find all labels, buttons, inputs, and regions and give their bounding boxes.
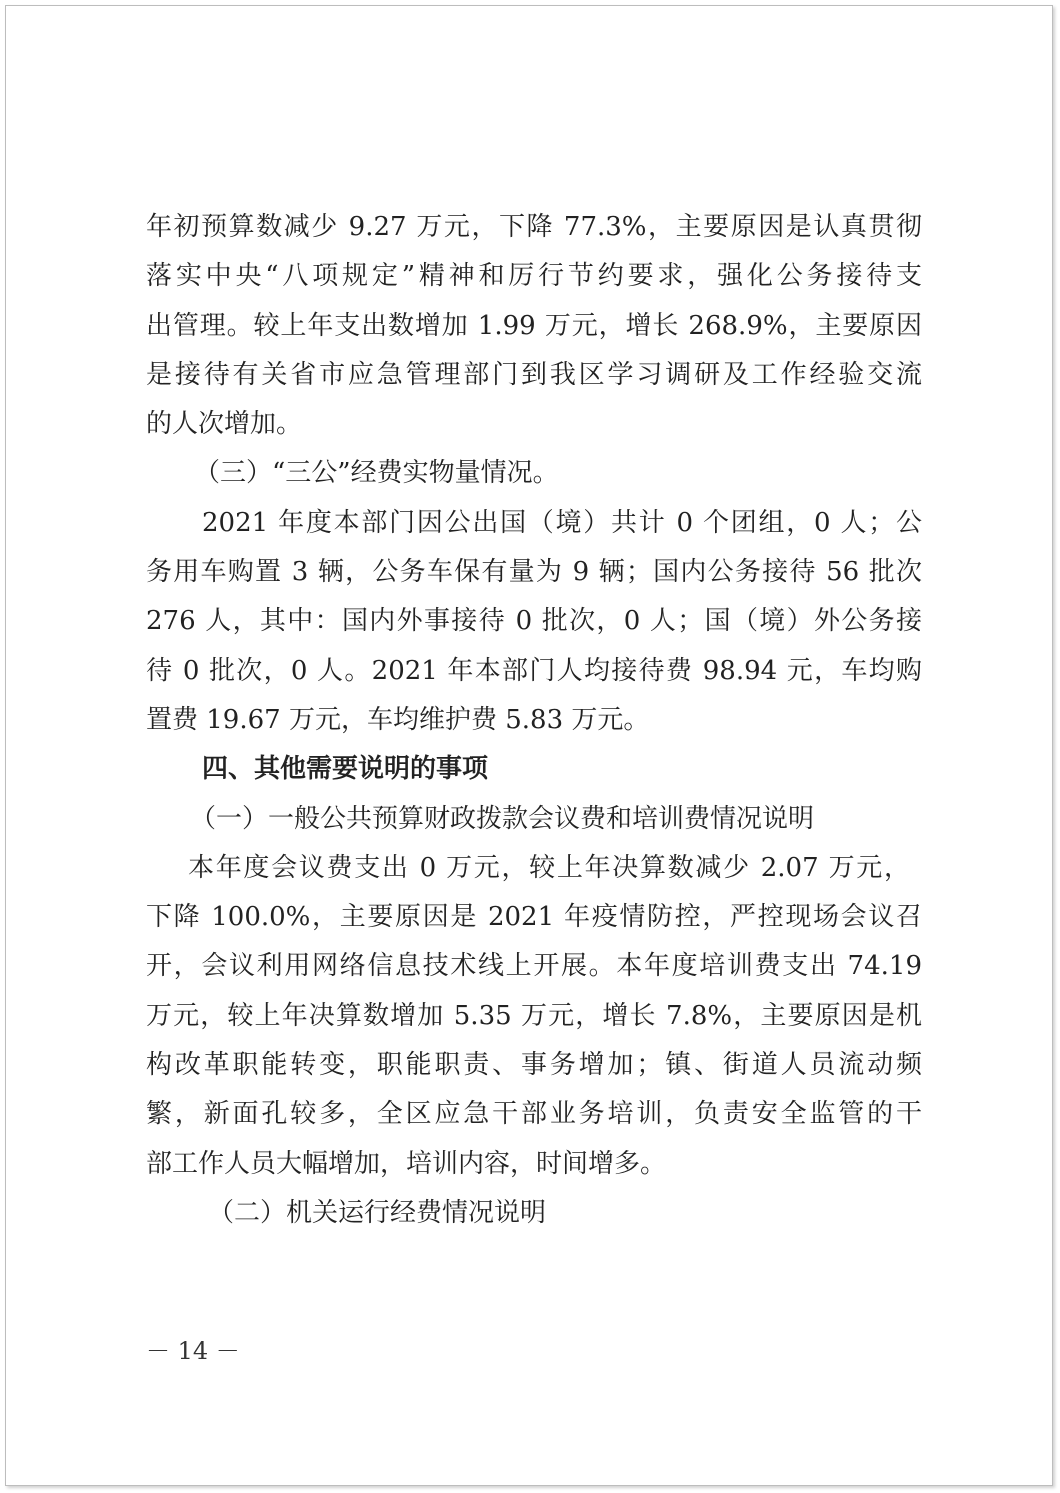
paragraph-line: 下降 100.0%，主要原因是 2021 年疫情防控，严控现场会议召 (146, 902, 922, 933)
paragraph-line: 待 0 批次，0 人。2021 年本部门人均接待费 98.94 元，车均购 (146, 655, 922, 686)
document-page (5, 5, 1053, 1486)
section-heading-4: 四、其他需要说明的事项 (202, 754, 489, 785)
page-body (146, 203, 922, 1238)
paragraph-line: 本年度会议费支出 0 万元，较上年决算数减少 2.07 万元， (188, 852, 910, 883)
page-number: － 14 － (146, 1337, 240, 1365)
paragraph-line: 开，会议利用网络信息技术线上开展。本年度培训费支出 74.19 (146, 951, 922, 982)
paragraph-line: 部工作人员大幅增加，培训内容，时间增多。 (146, 1148, 667, 1179)
paragraph-line: 是接待有关省市应急管理部门到我区学习调研及工作经验交流 (146, 359, 922, 390)
paragraph-line: 繁，新面孔较多，全区应急干部业务培训，负责安全监管的干 (146, 1099, 922, 1130)
paragraph-line: 276 人，其中：国内外事接待 0 批次，0 人；国（境）外公务接 (146, 606, 922, 637)
paragraph-line: 务用车购置 3 辆，公务车保有量为 9 辆；国内公务接待 56 批次 (146, 557, 922, 588)
paragraph-line: 构改革职能转变，职能职责、事务增加；镇、街道人员流动频 (146, 1050, 922, 1081)
subsection-heading-1: （一）一般公共预算财政拨款会议费和培训费情况说明 (190, 803, 815, 834)
subsection-heading-3: （三）“三公”经费实物量情况。 (194, 458, 559, 489)
paragraph-line: 万元，较上年决算数增加 5.35 万元，增长 7.8%，主要原因是机 (146, 1000, 922, 1031)
paragraph-line: 的人次增加。 (146, 409, 303, 440)
subsection-heading-2: （二）机关运行经费情况说明 (208, 1197, 547, 1228)
paragraph-line: 出管理。较上年支出数增加 1.99 万元，增长 268.9%，主要原因 (146, 310, 922, 341)
paragraph-line: 落实中央“八项规定”精神和厉行节约要求，强化公务接待支 (146, 261, 922, 292)
paragraph-line: 置费 19.67 万元，车均维护费 5.83 万元。 (146, 704, 650, 735)
paragraph-line: 2021 年度本部门因公出国（境）共计 0 个团组，0 人；公 (202, 507, 922, 538)
paragraph-line: 年初预算数减少 9.27 万元，下降 77.3%，主要原因是认真贯彻 (146, 212, 922, 242)
